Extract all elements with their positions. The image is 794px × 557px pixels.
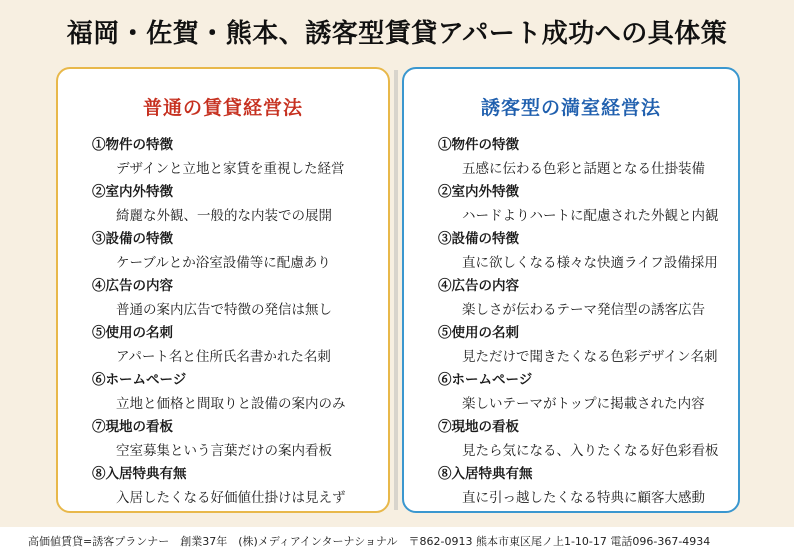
right-item-2-head: ②室内外特徴 — [438, 184, 519, 200]
right-item-1-body: 五感に伝わる色彩と話題となる仕掛装備 — [462, 160, 705, 177]
left-item-7-head: ⑦現地の看板 — [92, 419, 173, 435]
left-panel-title: 普通の賃貸経営法 — [142, 97, 303, 119]
left-item-3-body: ケーブルとか浴室設備等に配慮あり — [116, 254, 331, 271]
left-item-6-body: 立地と価格と間取りと設備の案内のみ — [116, 395, 346, 412]
left-item-1-head: ①物件の特徴 — [92, 137, 173, 153]
left-item-6-head: ⑥ホームページ — [92, 372, 187, 388]
panel-divider — [394, 70, 398, 510]
right-item-4-head: ④広告の内容 — [438, 278, 519, 294]
right-panel-title: 誘客型の満室経営法 — [480, 97, 661, 119]
left-item-1-body: デザインと立地と家賃を重視した経営 — [116, 160, 345, 177]
right-item-6-body: 楽しいテーマがトップに掲載された内容 — [462, 395, 705, 412]
left-item-8-head: ⑧入居特典有無 — [92, 466, 187, 482]
left-item-3-head: ③設備の特徴 — [92, 231, 173, 247]
right-item-8-head: ⑧入居特典有無 — [438, 466, 533, 482]
right-item-1-head: ①物件の特徴 — [438, 137, 519, 153]
page-title: 福岡・佐賀・熊本、誘客型賃貸アパート成功への具体策 — [66, 19, 728, 49]
left-panel-normal-management — [56, 67, 390, 513]
right-item-6-head: ⑥ホームページ — [438, 372, 533, 388]
left-item-2-head: ②室内外特徴 — [92, 184, 173, 200]
right-item-3-body: 直に欲しくなる様々な快適ライフ設備採用 — [462, 254, 718, 271]
right-item-3-head: ③設備の特徴 — [438, 231, 519, 247]
right-item-5-body: 見ただけで聞きたくなる色彩デザイン名刺 — [462, 348, 718, 365]
right-item-8-body: 直に引っ越したくなる特典に顧客大感動 — [462, 489, 705, 506]
footer-bar — [0, 527, 794, 557]
left-item-5-head: ⑤使用の名刺 — [92, 325, 173, 341]
left-item-7-body: 空室募集という言葉だけの案内看板 — [116, 442, 332, 459]
left-item-4-body: 普通の案内広告で特徴の発信は無し — [116, 301, 332, 318]
left-item-2-body: 綺麗な外観、一般的な内装での展開 — [116, 207, 332, 224]
left-item-8-body: 入居したくなる好価値仕掛けは見えず — [116, 489, 346, 506]
right-item-2-body: ハードよりハートに配慮された外観と内観 — [462, 207, 719, 224]
right-item-5-head: ⑤使用の名刺 — [438, 325, 519, 341]
footer-company-info: 高価値賃貸=誘客プランナー 創業37年 (株)メディアインターナショナル 〒862-0913 熊本市東区尾ノ上1-10-17 電話096-367-4934 — [28, 535, 711, 548]
left-item-5-body: アパート名と住所氏名書かれた名刺 — [116, 348, 331, 365]
right-item-7-body: 見たら気になる、入りたくなる好色彩看板 — [462, 442, 719, 459]
left-item-list — [92, 134, 378, 510]
right-panel-attraction-management — [402, 67, 740, 513]
right-item-7-head: ⑦現地の看板 — [438, 419, 519, 435]
right-item-4-body: 楽しさが伝わるテーマ発信型の誘客広告 — [462, 301, 705, 318]
right-item-list — [438, 134, 728, 510]
left-item-4-head: ④広告の内容 — [92, 278, 173, 294]
